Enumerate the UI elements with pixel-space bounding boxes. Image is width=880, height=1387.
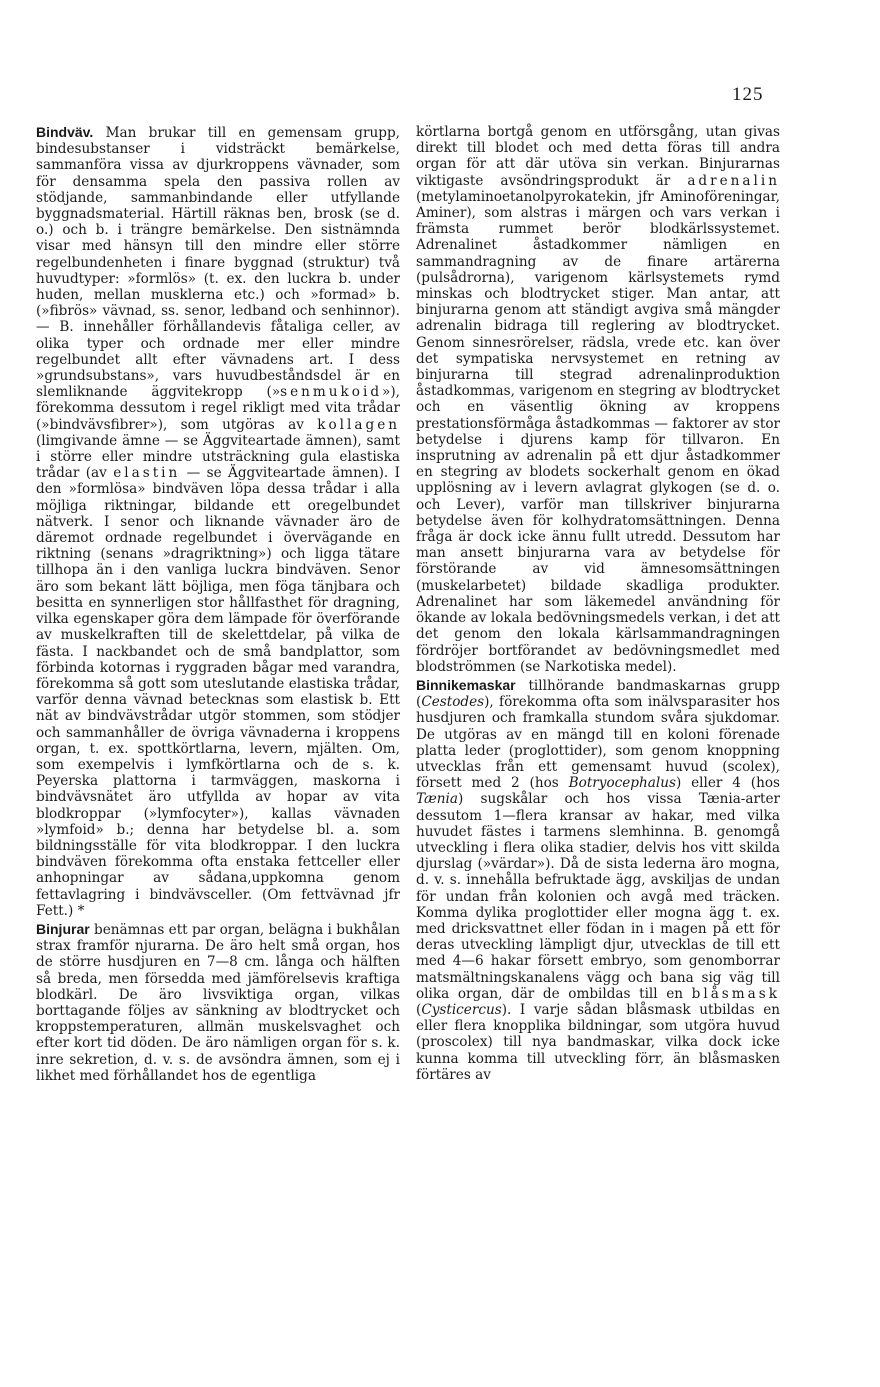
italic-term: Cestodes xyxy=(421,694,485,711)
italic-term: Tænia xyxy=(416,791,458,808)
entry-text: »), förekomma dessutom i regel rikligt med vita trådar (»bindvävsfibrer»), som utgöras av xyxy=(36,384,400,433)
entry-binjurar-continued xyxy=(416,124,780,675)
entry-binjurar xyxy=(36,921,400,1084)
entry-text: körtlarna bortgå genom en utförsgång, utan givas direkt till blodet och med detta föras till andra organ för att där utöva sin verkan. Binjurarnas viktigaste avsöndringsprodukt är xyxy=(416,124,780,189)
italic-term: Cysticercus xyxy=(421,1001,502,1018)
entry-text: ) eller 4 (hos xyxy=(675,775,780,792)
spaced-term: adrenalin xyxy=(687,172,780,189)
left-column xyxy=(36,124,400,1084)
entry-binnikemaskar xyxy=(416,677,780,1083)
spaced-term: senmukoid xyxy=(280,384,383,401)
spaced-term: blåsmask xyxy=(691,985,780,1002)
headword-binnikemaskar: Binnikemaskar xyxy=(416,676,516,693)
entry-text: ) sugskålar och hos vissa Tænia-arter dessutom 1—flera kransar av hakar, med vilka huvudet fästes i tarmens slemhinna. B. genomgå utveckling i flera olika stadier, delvis hos vitt skilda djurslag (»värdar»). Då de sista lederna äro mogna, d. v. s. innehålla befruktade ägg, avskiljas de undan för undan från kolonien och avgå med träcken. Komma dylika proglottider eller mogna ägg t. ex. med dricksvattnet eller födan in i magen på ett för deras utveckling lämpligt djur, utvecklas de till ett med 4—6 hakar försett embryo, som genomborrar matsmältningskanalens vägg och bana sig väg till olika organ, där de ombildas till en xyxy=(416,791,780,1002)
entry-text: (limgivande ämne — se Äggviteartade ämnen), samt i större eller mindre utsträckning gula elastiska trådar (av xyxy=(36,432,400,482)
entry-text: benämnas ett par organ, belägna i bukhålan strax framför njurarna. De äro helt små organ, hos de större husdjuren en 7—8 cm. långa och hälften så breda, men försedda med jämförelsevis kraftiga blodkärl. De äro livsviktiga organ, vilkas borttagande följes av sänkning av blodtrycket och kroppstemperaturen, allmän muskelsvaghet och efter kort tid döden. De äro nämligen organ för s. k. inre sekretion, d. v. s. de avsöndra ämnen, som ej i likhet med förhållandet hos de egentliga xyxy=(36,921,400,1084)
entry-text: ). I varje sådan blåsmask utbildas en eller flera knopplika bildningar, som utgöra huvud (proscolex) till nya bandmaskar, vilka dock icke kunna komma till utveckling förr, än blåsmasken förtäres av xyxy=(416,1001,780,1083)
entry-text: Man brukar till en gemensam grupp, bindesubstanser i vidsträckt bemärkelse, sammanföra vissa av djurkroppens vävnader, som för densamma spela den passiva rollen av stödjande, sammanbindande eller utfyllande byggnadsmaterial. Härtill räknas ben, brosk (se d. o.) och b. i trängre bemärkelse. Den sistnämnda visar med hänsyn till den mindre eller större regelbundenheten i finare byggnad (struktur) två huvudtyper: »formlös» (t. ex. den luckra b. under huden, mellan musklerna etc.) och »formad» b. (»fibrös» vävnad, ss. senor, ledband och senhinnor). — B. innehåller förhållandevis fåtaliga celler, av olika typer och ordnade mer eller mindre regelbundet allt efter vävnadens art. I dess »grundsubstans», vars huvudbeståndsdel är en slemliknande äggvitekropp (» xyxy=(36,125,400,401)
italic-term: Botryocephalus xyxy=(568,775,676,792)
headword-binjurar: Binjurar xyxy=(36,920,90,937)
entry-text: — se Äggviteartade ämnen). I den »formlösa» bindväven löpa dessa trådar i alla möjliga riktningar, bildande ett oregelbundet nätverk. I senor och liknande vävnader äro de däremot ordnade regelbundet i övervägande en riktning (senans »dragriktning») och ligga tätare tillhopa än i den vanliga luckra bindväven. Senor äro som bekant lätt böjliga, men föga tänjbara och besitta en synnerligen stor hållfasthet för dragning, vilka egenskaper göra dem lämpade för överförande av muskelkraften till de skelettdelar, på vilka de fästa. I nackbandet och de små bandplattor, som förbinda kotornas i ryggraden bågar med varandra, förekomma så gott som uteslutande elastiska trådar, varför denna vävnad betecknas som elastisk b. Ett nät av bindvävstrådar utgör stommen, som stödjer och sammanhåller de övriga vävnaderna i kroppens organ, t. ex. spottkörtlarna, levern, mjälten. Om, som exempelvis i lymfkörtlarna och de s. k. Peyerska plattorna i tarmväggen, maskorna i bindvävsnätet äro utfyllda av hopar av vita blodkroppar (»lymfocyter»), kallas vävnaden »lymfoid» b.; denna har betydelse bl. a. som bildningsställe för vita blodkroppar. I den luckra bindväven förekomma ofta enstaka fettceller eller anhopningar av sådana,uppkomna genom fettavlagring i bindvävsceller. (Om fettvävnad jfr Fett.) * xyxy=(36,465,400,919)
entry-text: ( xyxy=(416,1001,422,1018)
spaced-term: kollagen xyxy=(317,416,400,433)
headword-bindvav: Bindväv. xyxy=(36,124,94,140)
page-number: 125 xyxy=(732,84,764,105)
right-column xyxy=(416,124,780,1083)
spaced-term: elastin xyxy=(113,465,181,482)
entry-text: (metylaminoetanolpyrokatekin, jfr Aminoföreningar, Aminer), som alstras i märgen och vars verkan i främsta rummet berör blodkärlssystemet. Adrenalinet åstadkommer nämligen en sammandragning av de finare artärerna (pulsådrorna), varigenom kärlsystemets rymd minskas och blodtrycket stiger. Man antar, att binjurarna genom att ständigt avgiva små mängder adrenalin bidraga till reglering av blodtrycket. Genom sinnesrörelser, rädsla, vrede etc. kan över det sympatiska nervsystemet en retning av binjurarna till stegrad adrenalinproduktion åstadkommas, varigenom en stegring av blodtrycket och en väsentlig ökning av kroppens prestationsförmåga åstadkommas — faktorer av stor betydelse i djurens kamp för tillvaron. En insprutning av adrenalin på ett djur åstadkommer en stegring av blodets sockerhalt genom en ökad upplösning av i levern avlagrat glykogen (se d. o. och Lever), varför man tillskriver binjurarna betydelse även för kolhydratomsättningen. Denna fråga är dock icke ännu fullt utredd. Dessutom har man ansett binjurarna vara av betydelse för förstörande av vid ämnesomsättningen (muskelarbetet) bildade skadliga produkter. Adrenalinet har som läkemedel användning för ökande av lokala bedövningsmedels verkan, i det att det genom den lokala kärlsammandragningen fördröjer bortförandet av bedövningsmedlet med blodströmmen (se Narkotiska medel). xyxy=(416,188,780,675)
entry-bindvav xyxy=(36,124,400,919)
entry-text: tillhörande bandmaskarnas grupp ( xyxy=(416,677,780,711)
entry-text: ), förekomma ofta som inälvsparasiter hos husdjuren och framkalla stundom svåra sjukdomar. De utgöras av en mängd till en koloni förenade platta leder (proglottider), som genom knoppning utvecklas från ett gemensamt huvud (scolex), försett med 2 (hos xyxy=(416,694,780,792)
